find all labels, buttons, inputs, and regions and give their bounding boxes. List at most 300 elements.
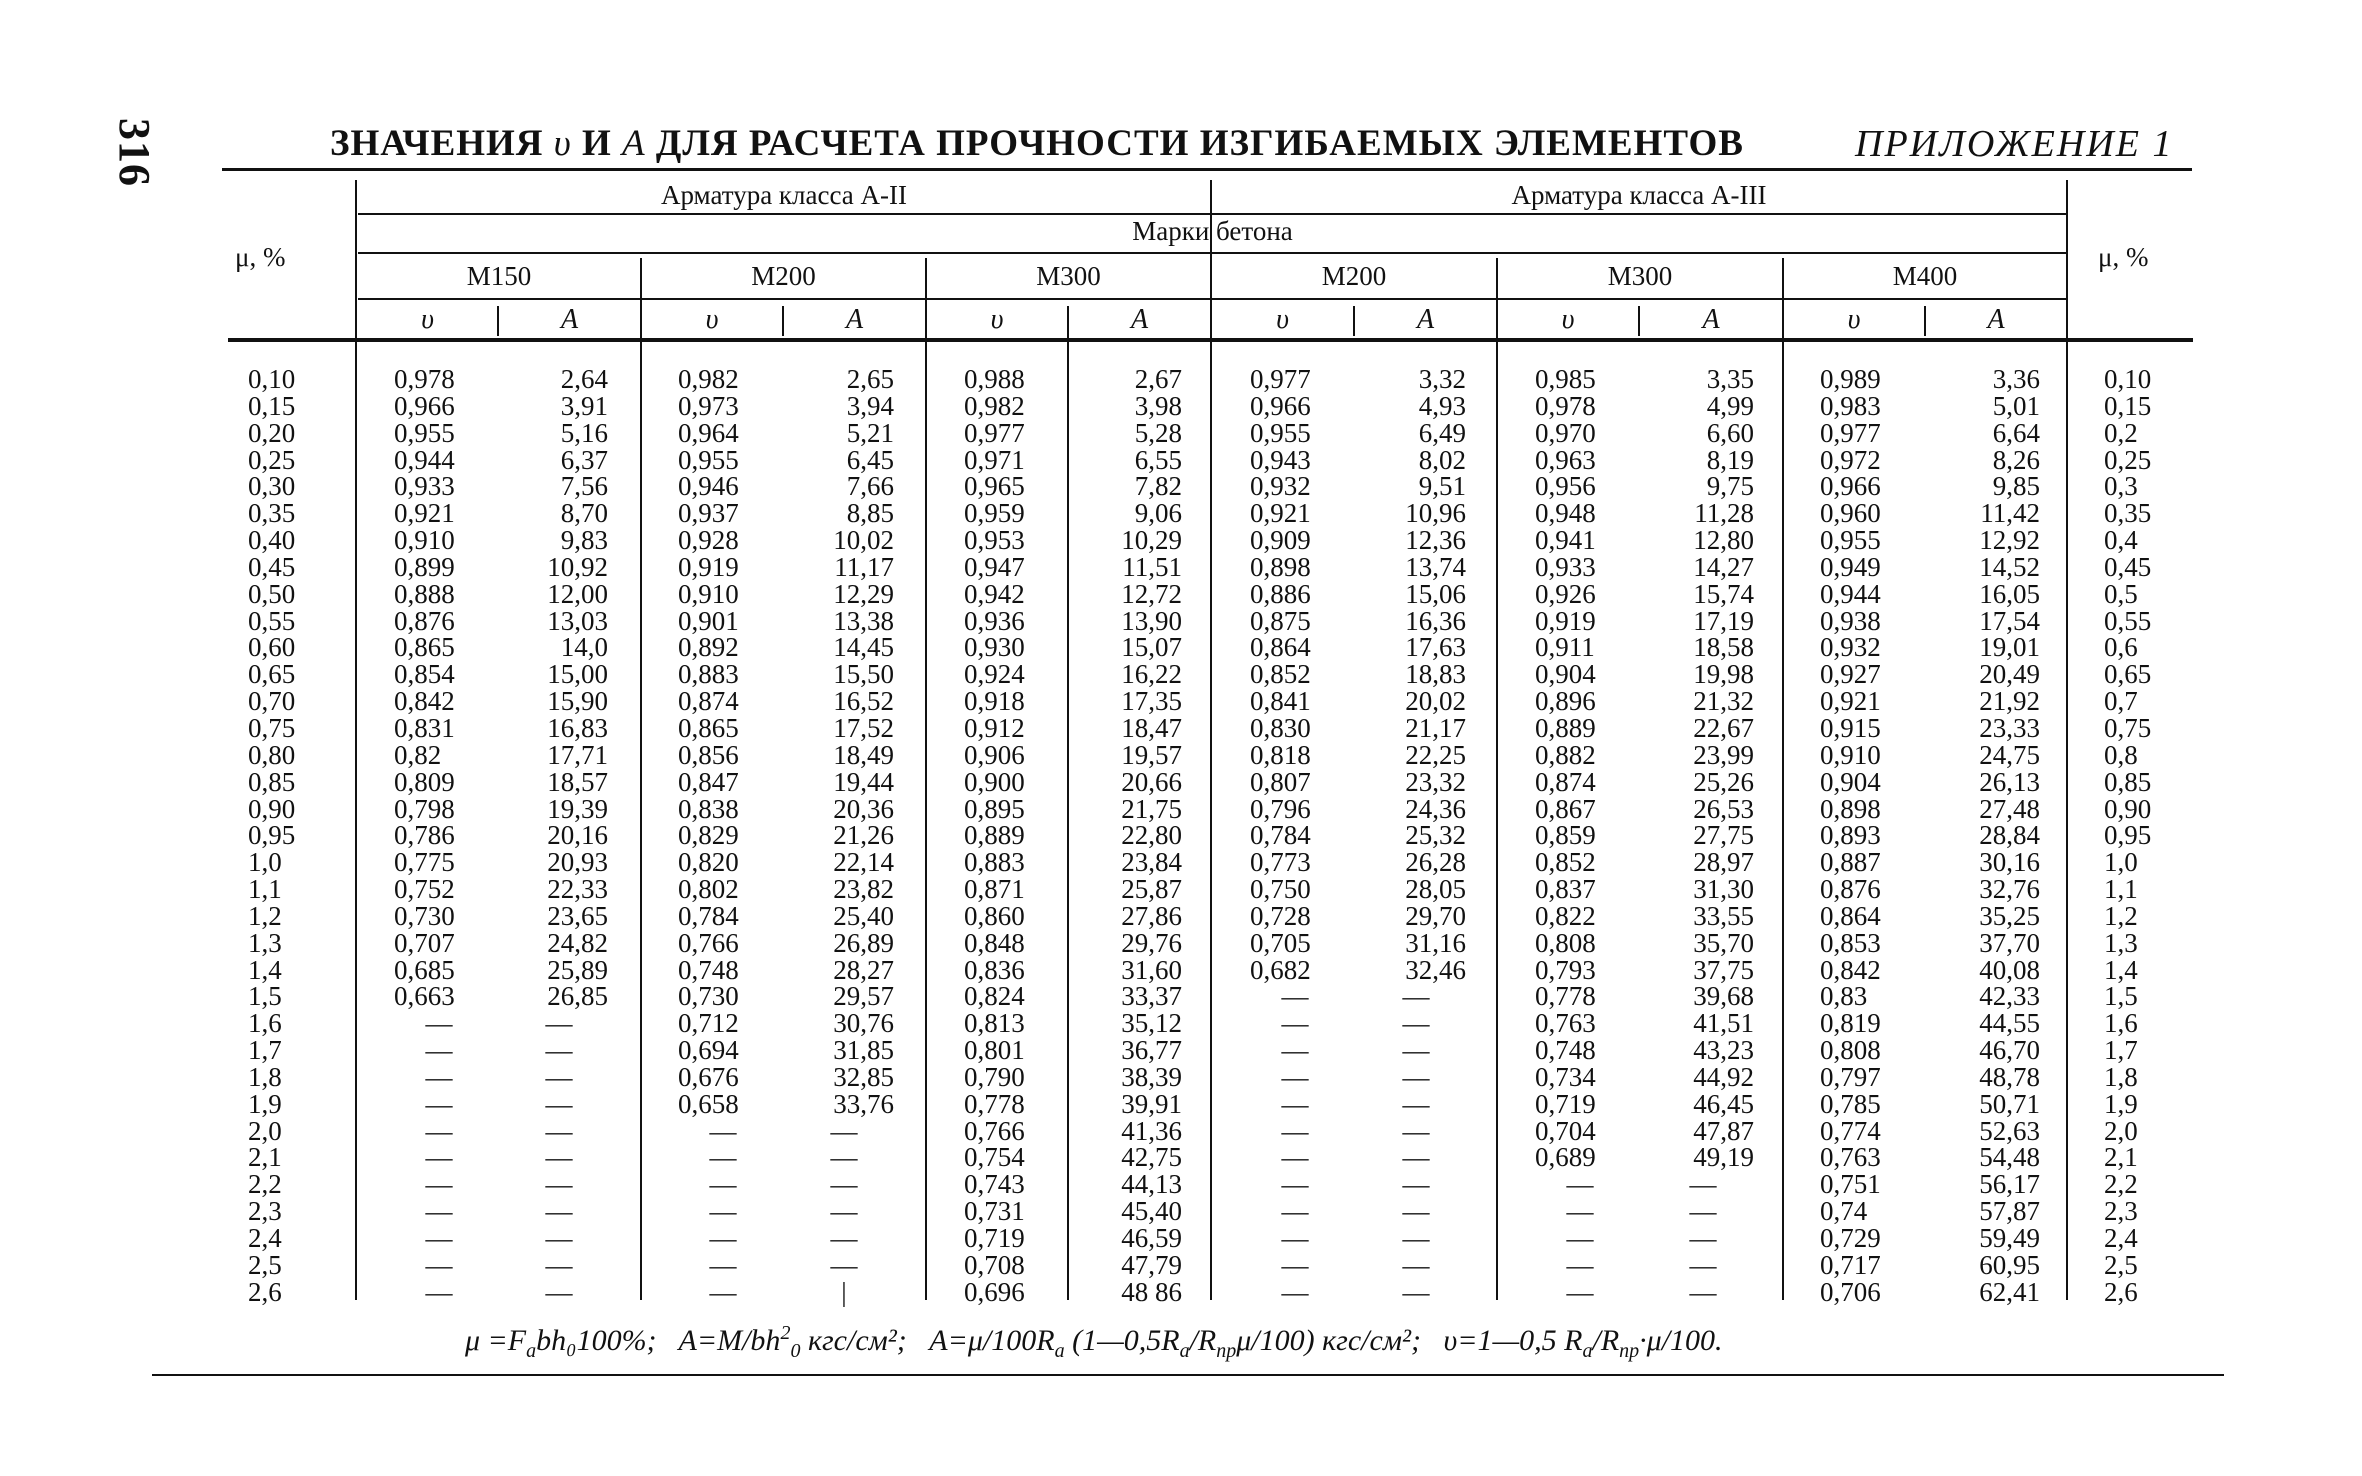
table-cell: 0,793 — [1535, 954, 1596, 985]
sub-A-1: А — [560, 304, 579, 335]
table-cell: 0,829 — [678, 820, 739, 851]
va-separator-3 — [1067, 306, 1069, 1300]
table-cell: 0,90 — [2104, 793, 2152, 824]
table-cell: 0,926 — [1535, 578, 1596, 609]
table-cell: — — [1402, 1196, 1430, 1227]
mu-column-right — [2104, 366, 2184, 1306]
table-cell: 0,898 — [1250, 551, 1311, 582]
table-cell: 0,707 — [394, 927, 455, 958]
table-cell: 0,860 — [964, 900, 1025, 931]
table-cell: 0,983 — [1820, 390, 1881, 421]
table-cell: 0,704 — [1535, 1115, 1596, 1146]
sub-A-3: А — [1130, 304, 1149, 335]
table-cell: 0,930 — [964, 632, 1025, 663]
grades-divider-rule — [358, 252, 2067, 254]
table-cell: 2,5 — [2104, 1249, 2138, 1280]
class-a3-header: Арматура класса А-III — [1511, 180, 1767, 210]
table-cell: — — [545, 1196, 573, 1227]
table-cell: 11,17 — [834, 551, 894, 582]
table-cell: 17,54 — [1979, 605, 2040, 636]
grade-separator-4 — [1496, 258, 1498, 1300]
table-cell: — — [1281, 1276, 1309, 1307]
table-cell: — — [1402, 1223, 1430, 1253]
table-cell: 1,8 — [248, 1061, 282, 1092]
sub-A-6: А — [1987, 304, 2005, 335]
table-cell: 31,60 — [1121, 954, 1182, 985]
table-cell: 0,15 — [2104, 390, 2152, 421]
table-cell: 0,911 — [1535, 632, 1595, 663]
table-cell: — — [830, 1142, 858, 1173]
table-cell: 0,95 — [2104, 820, 2152, 851]
table-cell: 7,82 — [1134, 471, 1182, 502]
table-cell: 0,893 — [1820, 820, 1881, 851]
table-cell: 24,82 — [547, 927, 608, 958]
table-cell: — — [1281, 1115, 1309, 1146]
table-cell: 28,27 — [833, 954, 894, 985]
table-cell: 18,58 — [1693, 632, 1754, 663]
table-cell: 37,70 — [1979, 927, 2040, 958]
page-title — [330, 122, 1744, 165]
table-cell: 0,676 — [678, 1061, 739, 1092]
formula-mu: $\mu =F_abh_0100\%$; — [465, 1324, 657, 1362]
a3-m400-v-column — [1820, 366, 1910, 1306]
table-cell: 0,74 — [1820, 1196, 1868, 1227]
table-cell: 21,26 — [833, 820, 894, 851]
table-cell: 25,40 — [833, 900, 894, 931]
table-cell: 0,973 — [678, 390, 739, 421]
table-cell: — — [1689, 1249, 1717, 1280]
grade-a2-m200: М200 — [751, 261, 816, 291]
a3-m200-v-column — [1250, 366, 1340, 1306]
table-cell: 0,694 — [678, 1035, 739, 1066]
table-cell: 0,966 — [394, 390, 455, 421]
table-cell: — — [709, 1196, 737, 1227]
table-cell: 3,32 — [1418, 364, 1466, 394]
table-cell: 0,875 — [1250, 605, 1311, 636]
table-cell: 0,748 — [678, 954, 739, 985]
table-cell: 13,03 — [547, 605, 608, 636]
table-cell: — — [1566, 1169, 1594, 1200]
table-cell: 0,865 — [678, 712, 739, 743]
table-cell: 0,798 — [394, 793, 455, 824]
table-cell: — — [1281, 1142, 1309, 1173]
table-cell: 8,26 — [1992, 444, 2040, 475]
table-cell: 30,76 — [833, 1008, 894, 1039]
table-cell: 0,818 — [1250, 739, 1311, 770]
table-cell: 0,55 — [2104, 605, 2152, 636]
table-cell: — — [1281, 1249, 1309, 1280]
table-cell: 0,953 — [964, 525, 1025, 556]
table-cell: 8,70 — [560, 498, 608, 529]
table-cell: 0,809 — [394, 766, 455, 797]
table-cell: — — [1402, 1088, 1430, 1119]
table-cell: 0,35 — [248, 498, 296, 529]
title-part1: ЗНАЧЕНИЯ — [330, 123, 544, 164]
table-cell: — — [1402, 981, 1430, 1012]
table-cell: 1,3 — [2104, 927, 2138, 958]
table-cell: 0,896 — [1535, 686, 1596, 717]
table-cell: — — [830, 1115, 858, 1146]
table-cell: 0,932 — [1250, 471, 1311, 502]
table-cell: — — [1402, 1276, 1430, 1307]
table-cell: 0,918 — [964, 686, 1025, 717]
table-cell: 2,0 — [248, 1115, 282, 1146]
table-cell: 20,93 — [547, 847, 608, 878]
table-cell: — — [830, 1169, 858, 1200]
table-cell: 22,80 — [1121, 820, 1182, 851]
table-cell: 0,919 — [1535, 605, 1596, 636]
table-cell: 0,82 — [394, 739, 442, 770]
table-cell: 0,85 — [2104, 766, 2152, 797]
table-cell: 10,02 — [833, 525, 894, 556]
table-cell: 3,35 — [1706, 364, 1754, 394]
table-cell: 0,730 — [394, 900, 455, 931]
table-cell: 37,75 — [1693, 954, 1754, 985]
table-cell: 20,36 — [833, 793, 894, 824]
table-cell: 44,55 — [1979, 1008, 2040, 1039]
table-cell: 23,84 — [1121, 847, 1182, 878]
table-cell: 6,64 — [1992, 417, 2040, 448]
table-cell: 1,2 — [2104, 900, 2138, 931]
table-cell: 36,77 — [1121, 1035, 1182, 1066]
table-cell: 11,28 — [1694, 498, 1754, 529]
table-cell: — — [830, 1249, 858, 1280]
table-cell: 10,29 — [1121, 525, 1182, 556]
table-cell: 1,7 — [248, 1035, 282, 1066]
table-cell: 0,813 — [964, 1008, 1025, 1039]
table-cell: 0,796 — [1250, 793, 1311, 824]
table-cell: 26,89 — [833, 927, 894, 958]
table-cell: 1,5 — [2104, 981, 2138, 1012]
table-cell: 1,6 — [248, 1008, 282, 1039]
table-cell: 0,978 — [394, 364, 455, 394]
table-cell: 31,30 — [1693, 874, 1754, 905]
table-cell: 0,910 — [394, 525, 455, 556]
table-cell: 31,85 — [833, 1035, 894, 1066]
table-cell: 20,02 — [1405, 686, 1466, 717]
table-cell: — — [545, 1249, 573, 1280]
table-cell: 14,27 — [1693, 551, 1754, 582]
table-cell: 5,28 — [1134, 417, 1182, 448]
table-cell: 30,16 — [1979, 847, 2040, 878]
table-cell: 18,83 — [1405, 659, 1466, 690]
table-cell: 16,05 — [1979, 578, 2040, 609]
table-cell: 0,663 — [394, 981, 455, 1012]
table-cell: — — [425, 1088, 453, 1119]
table-cell: 0,5 — [2104, 578, 2138, 609]
table-cell: 0,972 — [1820, 444, 1881, 475]
table-cell: — — [545, 1088, 573, 1119]
table-cell: 0,982 — [678, 364, 739, 394]
table-cell: 0,977 — [1820, 417, 1881, 448]
table-cell: 31,16 — [1405, 927, 1466, 958]
table-cell: 18,47 — [1121, 712, 1182, 743]
table-cell: 0,729 — [1820, 1223, 1881, 1253]
table-cell: 23,99 — [1693, 739, 1754, 770]
table-cell: 16,22 — [1121, 659, 1182, 690]
table-cell: 0,85 — [248, 766, 296, 797]
table-cell: 2,65 — [846, 364, 894, 394]
table-cell: 0,7 — [2104, 686, 2138, 717]
table-cell: — — [1402, 1061, 1430, 1092]
table-cell: 25,26 — [1693, 766, 1754, 797]
table-cell: — — [545, 1061, 573, 1092]
table-cell: 0,948 — [1535, 498, 1596, 529]
table-cell: — — [709, 1115, 737, 1146]
table-cell: 47,79 — [1121, 1249, 1182, 1280]
table-cell: 0,874 — [678, 686, 739, 717]
table-cell: 33,37 — [1121, 981, 1182, 1012]
table-cell: 0,820 — [678, 847, 739, 878]
table-cell: 19,01 — [1979, 632, 2040, 663]
table-cell: 7,66 — [846, 471, 894, 502]
table-cell: 19,39 — [547, 793, 608, 824]
a3-m300-v-column — [1535, 366, 1625, 1306]
sub-v-6: υ — [1847, 304, 1861, 335]
table-cell: 0,932 — [1820, 632, 1881, 663]
sub-v-1: υ — [421, 304, 434, 335]
table-cell: 0,808 — [1535, 927, 1596, 958]
table-cell: 2,1 — [2104, 1142, 2138, 1173]
table-cell: 0,982 — [964, 390, 1025, 421]
table-cell: 0,2 — [2104, 417, 2138, 448]
table-cell: 0,943 — [1250, 444, 1311, 475]
table-cell: 49,19 — [1693, 1142, 1754, 1173]
table-cell: 33,55 — [1693, 900, 1754, 931]
table-cell: 19,98 — [1693, 659, 1754, 690]
table-cell: 14,45 — [833, 632, 894, 663]
title-part2: ДЛЯ РАСЧЕТА ПРОЧНОСТИ ИЗГИБАЕМЫХ ЭЛЕМЕНТОВ — [655, 123, 1744, 164]
table-cell: 3,91 — [560, 390, 608, 421]
table-cell: 24,75 — [1979, 739, 2040, 770]
class-divider-rule — [358, 213, 2067, 215]
table-cell: 1,4 — [2104, 954, 2138, 985]
table-cell: 2,3 — [248, 1196, 282, 1227]
a2-m200-A-column — [794, 366, 894, 1306]
table-cell: 1,6 — [2104, 1008, 2138, 1039]
table-cell: — — [545, 1142, 573, 1173]
table-cell: 0,830 — [1250, 712, 1311, 743]
table-cell: 0,719 — [964, 1223, 1025, 1253]
a2-m150-v-column — [394, 366, 484, 1306]
table-cell: 0,921 — [1820, 686, 1881, 717]
table-cell: 9,06 — [1134, 498, 1182, 529]
sub-A-2: А — [845, 304, 864, 335]
table-cell: 23,33 — [1979, 712, 2040, 743]
table-cell: 0,898 — [1820, 793, 1881, 824]
table-cell: 0,936 — [964, 605, 1025, 636]
table-cell: 0,719 — [1535, 1088, 1596, 1119]
table-cell: 13,90 — [1121, 605, 1182, 636]
table-cell: 6,55 — [1134, 444, 1182, 475]
table-cell: — — [709, 1249, 737, 1280]
table-cell: 0,904 — [1820, 766, 1881, 797]
table-cell: 0,750 — [1250, 874, 1311, 905]
table-cell: 27,75 — [1693, 820, 1754, 851]
a2-m300-v-column — [964, 366, 1054, 1306]
grade-separator-1 — [640, 258, 642, 1300]
grade-separator-2 — [925, 258, 927, 1300]
table-cell: 17,35 — [1121, 686, 1182, 717]
table-cell: 1,4 — [248, 954, 282, 985]
table-cell: 0,852 — [1535, 847, 1596, 878]
table-cell: 0,658 — [678, 1088, 739, 1119]
table-cell: — — [545, 1276, 573, 1307]
table-cell: 0,773 — [1250, 847, 1311, 878]
table-cell: 0,946 — [678, 471, 739, 502]
table-cell: 0,989 — [1820, 364, 1881, 394]
table-cell: — — [1566, 1196, 1594, 1227]
page-number: 316 — [110, 118, 159, 187]
table-cell: 4,93 — [1418, 390, 1466, 421]
table-cell: 46,59 — [1121, 1223, 1182, 1253]
table-cell: 1,8 — [2104, 1061, 2138, 1092]
table-cell: — — [425, 1008, 453, 1039]
table-cell: 1,1 — [2104, 874, 2138, 905]
table-cell: 0,847 — [678, 766, 739, 797]
table-cell: 0,766 — [678, 927, 739, 958]
table-cell: 0,938 — [1820, 605, 1881, 636]
table-cell: 0,784 — [678, 900, 739, 931]
table-cell: 33,76 — [833, 1088, 894, 1119]
table-cell: 1,2 — [248, 900, 282, 931]
table-cell: 60,95 — [1979, 1249, 2040, 1280]
table-cell: 14,52 — [1979, 551, 2040, 582]
table-cell: 2,64 — [560, 364, 608, 394]
mu-header-right: μ, % — [2098, 242, 2149, 272]
table-cell: — — [1281, 1196, 1309, 1227]
table-cell: 27,86 — [1121, 900, 1182, 931]
table-cell: 23,65 — [547, 900, 608, 931]
table-cell: 46,70 — [1979, 1035, 2040, 1066]
table-cell: 62,41 — [1979, 1276, 2040, 1307]
table-cell: 0,876 — [1820, 874, 1881, 905]
table-cell: 22,25 — [1405, 739, 1466, 770]
table-cell: 12,80 — [1693, 525, 1754, 556]
table-cell: 6,49 — [1418, 417, 1466, 448]
table-cell: 27,48 — [1979, 793, 2040, 824]
table-cell: 0,685 — [394, 954, 455, 985]
table-cell: 15,00 — [547, 659, 608, 690]
table-cell: 17,63 — [1405, 632, 1466, 663]
table-cell: 0,775 — [394, 847, 455, 878]
table-cell: 0,838 — [678, 793, 739, 824]
table-cell: 39,91 — [1121, 1088, 1182, 1119]
table-cell: 2,3 — [2104, 1196, 2138, 1227]
mu-column-left — [248, 366, 328, 1306]
table-cell: 45,40 — [1121, 1196, 1182, 1227]
table-cell: 0,801 — [964, 1035, 1025, 1066]
table-cell: 0,75 — [248, 712, 296, 743]
table-cell: 0,941 — [1535, 525, 1596, 556]
table-cell: 13,74 — [1405, 551, 1466, 582]
a3-m300-A-column — [1652, 366, 1754, 1306]
table-cell: 25,87 — [1121, 874, 1182, 905]
table-cell: — — [1689, 1169, 1717, 1200]
table-cell: 0,909 — [1250, 525, 1311, 556]
table-cell: 0,988 — [964, 364, 1025, 394]
table-cell: — — [545, 1115, 573, 1146]
formula-A1: $A=M/bh^2_0$ кгс/см²; — [678, 1322, 907, 1362]
table-cell: 0,45 — [248, 551, 296, 582]
table-cell: — — [1402, 1169, 1430, 1200]
table-cell: — — [830, 1196, 858, 1227]
table-cell: 12,29 — [833, 578, 894, 609]
concrete-grades-header: Марки бетона — [1132, 216, 1293, 246]
table-cell: 2,6 — [248, 1276, 282, 1307]
table-cell: 0,966 — [1820, 471, 1881, 502]
table-cell: — — [1566, 1276, 1594, 1307]
table-cell: 0,921 — [1250, 498, 1311, 529]
sub-v-3: υ — [990, 304, 1004, 335]
table-cell: 0,55 — [248, 605, 296, 636]
sub-A-4: А — [1416, 304, 1435, 335]
table-cell: 0,822 — [1535, 900, 1596, 931]
table-cell: 9,85 — [1992, 471, 2040, 502]
table-cell: 43,23 — [1693, 1035, 1754, 1066]
table-cell: 20,16 — [547, 820, 608, 851]
sub-A-5: А — [1702, 304, 1720, 335]
table-cell: 5,01 — [1992, 390, 2040, 421]
table-cell: 6,60 — [1706, 417, 1754, 448]
table-cell: 0,901 — [678, 605, 739, 636]
table-cell: — — [1689, 1276, 1717, 1307]
table-cell: 11,42 — [1980, 498, 2040, 529]
table-cell: 19,57 — [1121, 739, 1182, 770]
table-cell: 2,6 — [2104, 1276, 2138, 1307]
table-cell: 22,33 — [547, 874, 608, 905]
table-cell: 0,978 — [1535, 390, 1596, 421]
table-cell: — — [545, 1008, 573, 1039]
table-cell: 5,16 — [560, 417, 608, 448]
table-cell: 4,99 — [1706, 390, 1754, 421]
table-cell: — — [1281, 1008, 1309, 1039]
table-cell: — — [1402, 1115, 1430, 1146]
table-cell: 0,824 — [964, 981, 1025, 1012]
table-cell: 0,956 — [1535, 471, 1596, 502]
table-cell: 0,10 — [2104, 364, 2152, 394]
table-cell: 0,786 — [394, 820, 455, 851]
a2-m150-A-column — [510, 366, 608, 1306]
table-cell: 17,71 — [547, 739, 608, 770]
table-cell: 0,40 — [248, 525, 296, 556]
table-cell: — — [545, 1169, 573, 1200]
table-cell: 0,886 — [1250, 578, 1311, 609]
table-cell: 52,63 — [1979, 1115, 2040, 1146]
table-cell: 0,20 — [248, 417, 296, 448]
table-cell: 2,1 — [248, 1142, 282, 1173]
table-cell: 1,9 — [2104, 1088, 2138, 1119]
a3-m200-A-column — [1366, 366, 1466, 1306]
table-cell: 0,10 — [248, 364, 296, 394]
table-cell: 0,955 — [394, 417, 455, 448]
table-cell: 0,95 — [248, 820, 296, 851]
grade-a3-m200: М200 — [1321, 261, 1387, 291]
table-cell: 32,46 — [1405, 954, 1466, 985]
table-cell: 29,76 — [1121, 927, 1182, 958]
table-cell: 25,32 — [1405, 820, 1466, 851]
table-cell: 0,955 — [1820, 525, 1881, 556]
table-cell: 0,955 — [1250, 417, 1311, 448]
table-cell: 0,937 — [678, 498, 739, 529]
table-cell: 12,72 — [1121, 578, 1182, 609]
table-cell: — — [545, 1035, 573, 1066]
table-cell: — — [1281, 1223, 1309, 1253]
formula-v: υ=1—0,5 $R_a/R_{пр}\cdot\mu/100$. — [1443, 1324, 1723, 1362]
title-v: υ — [553, 123, 572, 164]
table-cell: — — [425, 1035, 453, 1066]
table-cell: 47,87 — [1693, 1115, 1754, 1146]
